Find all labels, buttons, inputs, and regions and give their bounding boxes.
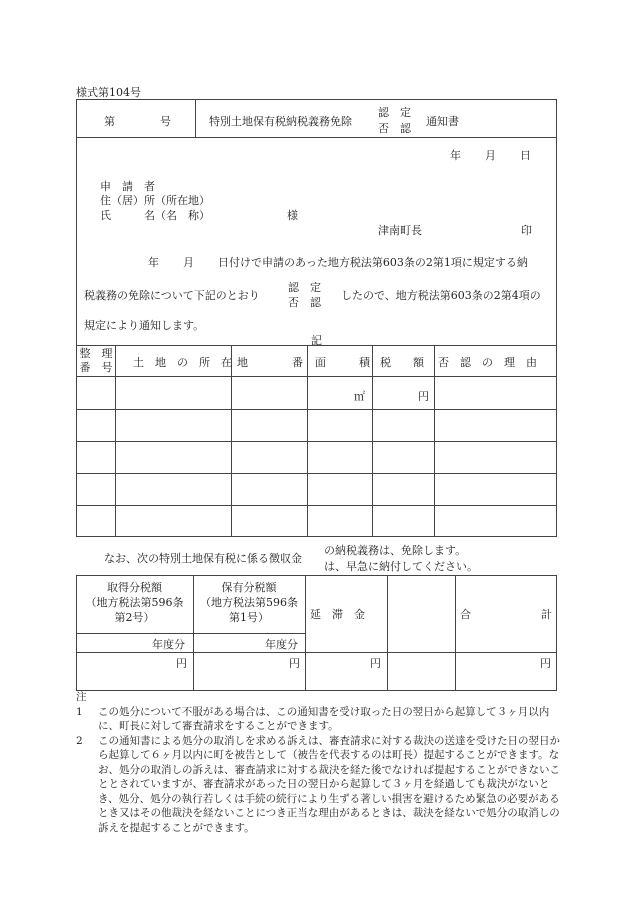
table1-col-line [372, 345, 373, 537]
form-id: 様式第104号 [76, 86, 141, 99]
header-area: 面 積 [315, 356, 370, 369]
acquisition-title: 取得分税額 [107, 581, 162, 594]
date-month: 月 [485, 149, 496, 162]
total-yen: 円 [540, 657, 551, 670]
exemption-left: なお、次の特別土地保有税に係る徴収金 [104, 552, 302, 565]
notice-label: 通知書 [426, 115, 459, 128]
honorific: 様 [287, 209, 298, 222]
acquisition-sub: （地方税法第596条 [85, 596, 184, 609]
late-fee-yen: 円 [370, 657, 381, 670]
header-vline [195, 99, 196, 137]
holding-tax-header [193, 580, 305, 625]
ki-mark: 記 [311, 334, 322, 347]
body-approve: 認 定 [288, 281, 321, 294]
applicant-name: 氏 名（名 称） [100, 209, 210, 222]
note-item [76, 705, 560, 734]
table1-row-line [76, 473, 557, 474]
table1-col-line [231, 345, 232, 537]
total-header-a: 合 [460, 608, 471, 621]
table1-row-line [76, 376, 557, 377]
holding-sub: （地方税法第596条 [200, 596, 298, 609]
table1-col-line [115, 345, 116, 537]
document-title: 特別土地保有税納税義務免除 [209, 115, 352, 128]
late-fee-header: 延 滞 金 [310, 608, 365, 621]
header-denial-reason: 否 認 の 理 由 [438, 356, 537, 369]
header-land-location: 土 地 の 所 在 [133, 356, 232, 369]
table2-col-line [305, 575, 306, 691]
body-line2-post: したので、地方税法第603条の2第4項の [341, 289, 541, 302]
unit-area: ㎡ [354, 390, 365, 403]
total-header-b: 計 [541, 608, 552, 621]
acquisition-yen: 円 [176, 657, 187, 670]
status-approve: 認 定 [378, 106, 411, 119]
table2-col-line [387, 575, 388, 691]
header-tax-amount: 税 額 [380, 356, 424, 369]
status-deny: 否 認 [378, 122, 411, 135]
table1-col-line [307, 345, 308, 537]
body-line3: 規定により通知します。 [84, 319, 205, 332]
table1-col-line [434, 345, 435, 537]
body-line1: 日付けで申請のあった地方税法第603条の2第1項に規定する納 [218, 256, 528, 269]
table1-top [76, 345, 557, 346]
body-deny: 否 認 [288, 296, 321, 309]
table2-row-line [76, 652, 557, 653]
holding-title: 保有分税額 [221, 581, 277, 594]
holding-fiscal-year: 年度分 [265, 638, 298, 651]
body-month: 月 [183, 256, 194, 269]
table1-row-line [76, 441, 557, 442]
body-line2-pre: 税義務の免除について下記のとおり [84, 289, 260, 302]
header-lot-number: 地 番 [237, 356, 303, 369]
holding-sub2: 第1号） [229, 611, 269, 624]
table1-row-line [76, 505, 557, 506]
number-suffix: 号 [160, 115, 171, 128]
holding-yen: 円 [289, 657, 300, 670]
header-divider [76, 137, 557, 138]
number-prefix: 第 [104, 115, 115, 128]
note-number: 1 [76, 705, 83, 718]
header-seiri-bango: 整 理 番 号 [79, 347, 113, 374]
applicant-label: 申 請 者 [100, 180, 155, 193]
acquisition-tax-header [76, 580, 193, 625]
acquisition-fiscal-year: 年度分 [152, 638, 185, 651]
note-text: この処分について不服がある場合は、この通知書を受け取った日の翌日から起算して３ヶ月以内に、町長に対して審査請求をすることができます。 [98, 705, 550, 732]
body-year: 年 [148, 256, 159, 269]
note-number: 2 [76, 734, 83, 747]
exemption-bottom: は、早急に納付してください。 [324, 560, 478, 573]
notes-heading: 注 [76, 691, 87, 703]
table2-col-line [455, 575, 456, 691]
table2-row-line [76, 633, 305, 634]
seal-mark: 印 [521, 224, 532, 237]
applicant-address: 住（居）所（所在地） [100, 194, 210, 207]
unit-tax: 円 [418, 390, 429, 403]
date-day: 日 [520, 149, 531, 162]
notes-section [76, 690, 560, 835]
table1-row-line [76, 409, 557, 410]
issuer-name: 津南町長 [378, 224, 422, 237]
date-year: 年 [450, 149, 461, 162]
acquisition-sub2: 第2号） [114, 611, 155, 624]
note-text: この通知書による処分の取消しを求める訴えは、審査請求に対する裁決の送達を受けた日の翌日から起算して６ヶ月以内に町を被告として（被告を代表するのは町長）提起することができます。なお、処分の取消しの訴えは、審査請求に対する裁決を経た後でなければ提起することができないこととされていますが、審査請求があった日の翌日から起算して３ヶ月を経過しても裁決がないとき、処分、処分の執行若しくは手続の続行により生ずる著しい損害を避けるため緊急の必要があるとき又はその他裁決を経ないことにつき正当な理由があるときは、裁決を経ないで処分の取消しの訴えを提起することができます。 [98, 734, 560, 834]
note-item [76, 734, 560, 836]
exemption-top: の納税義務は、免除します。 [324, 544, 467, 557]
